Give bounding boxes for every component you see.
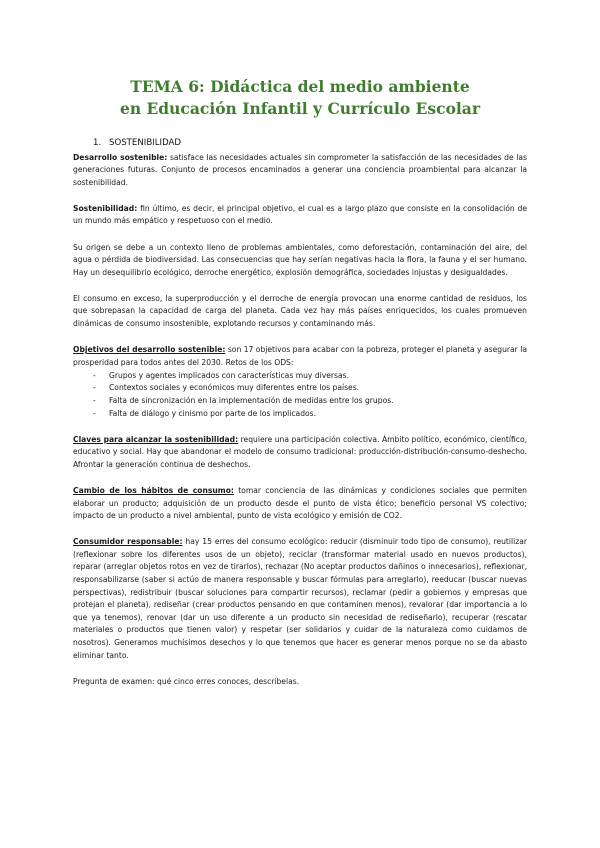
paragraph-text: tomar conciencia de las dinámicas y condiciones sociales que permiten elaborar un producto; adquisición de un producto desde el punto de vista ético; beneficio personal VS colectivo; impacto de un producto a nivel ambiental, punto de vista ecológico y emisión de CO2. [73,485,527,521]
term-label: Cambio de los hábitos de consumo: [73,485,234,495]
paragraph-text: requiere una participación colectiva. Ámbito político, económico, científico, educativo y social. Hay que abandonar el modelo de consumo tradicional: producción-distribución-consumo-deshecho. Afrontar la generación continua de deshechos. [73,434,527,469]
paragraph-text: satisface las necesidades actuales sin comprometer la satisfacción de las necesidades de las generaciones futuras. Conjunto de procesos encaminados a generar una conciencia proambiental para alcanzar la sostenibilidad. [73,152,527,187]
list-item: - Contextos sociales y económicos muy diferentes entre los países. [93,382,527,395]
section-heading [93,137,527,150]
paragraph-origen: Su origen se debe a un contexto lleno de problemas ambientales, como deforestación, contaminación del aire, del agua o pérdida de biodiversidad. Las consecuencias que hay serían negativas hacia la flora, la fauna y el ser humano. Hay un desequilibrio ecológico, derroche energético, explosión demográfica, sociedades injustas y desigualdades. [73,242,527,277]
paragraph-claves [73,434,527,472]
paragraph-text: hay 15 erres del consumo ecológico: reducir (disminuir todo tipo de consumo), reutilizar (reflexionar sobre los diferentes usos de un objeto), reciclar (transformar material usado en nuevos productos), reparar (arreglar objetos rotos en vez de tirarlos), rechazar (No aceptar productos dañinos o innecesarios), reflexionar, responsabilizarse (saber si actúo de manera responsable y buscar fórmulas para arreglarlo), reeducar (buscar nuevas perspectivas), redistribuir (buscar soluciones para compartir recursos), reclamar (pedir a gobiernos y empresas que protejan el planeta), rediseñar (crear productos pensando en que contaminen menos), revalorar (dar importancia a lo que ya tenemos), renovar (dar un uso diferente a un producto sin necesidad de rediseñarlo), recuperar (rescatar materiales o productos que tienen valor) y respetar (ser solidarios y cuidar de la naturaleza como cuidamos de nosotros). Generamos muchísimos desechos y lo que tenemos que hacer es generar menos porque no se da abasto eliminar tanto. [73,537,527,660]
paragraph-ods [73,344,527,369]
paragraph-desarrollo-sostenible [73,152,527,190]
paragraph-cambio-habitos [73,485,527,523]
term-label: Sostenibilidad: [73,203,138,213]
list-item: - Grupos y agentes implicados con características muy diversas. [93,370,527,383]
section-title: SOSTENIBILIDAD [109,138,182,148]
list-item: - Falta de diálogo y cinismo por parte de los implicados. [93,408,527,421]
paragraph-text: son 17 objetivos para acabar con la pobreza, proteger el planeta y asegurar la prosperidad para todos antes del 2030. Retos de los ODS: [73,345,527,367]
document-title-line-1: TEMA 6: Didáctica del medio ambiente [130,77,470,96]
section-number: 1. [93,138,102,148]
document-body [73,137,527,702]
term-label: Claves para alcanzar la sostenibilidad: [73,434,239,444]
paragraph-consumo-exceso: El consumo en exceso, la superproducción y el derroche de energía provocan una enorme cantidad de residuos, los que sobrepasan la capacidad de carga del planeta. Cada vez hay más países enriquecidos, los cuales promueven dinámicas de consumo insostenible, explotando recursos y contaminando más. [73,293,527,329]
term-label: Consumidor responsable: [73,537,183,547]
paragraph-sostenibilidad [73,203,527,228]
document-title-line-2: en Educación Infantil y Currículo Escolar [119,99,481,118]
list-item: - Falta de sincronización en la implementación de medidas entre los grupos. [93,395,527,408]
paragraph-pregunta-examen: Pregunta de examen: qué cinco erres conoces, descríbelas. [73,676,300,686]
paragraph-consumidor-responsable [73,536,527,662]
term-label: Desarrollo sostenible: [73,152,168,162]
paragraph-text: fin último, es decir, el principal objetivo, el cual es a largo plazo que consiste en la consolidación de un mundo más empático y respetuoso con el medio. [73,203,527,226]
ods-challenges-list [73,370,527,420]
term-label: Objetivos del desarrollo sostenible: [73,345,226,355]
